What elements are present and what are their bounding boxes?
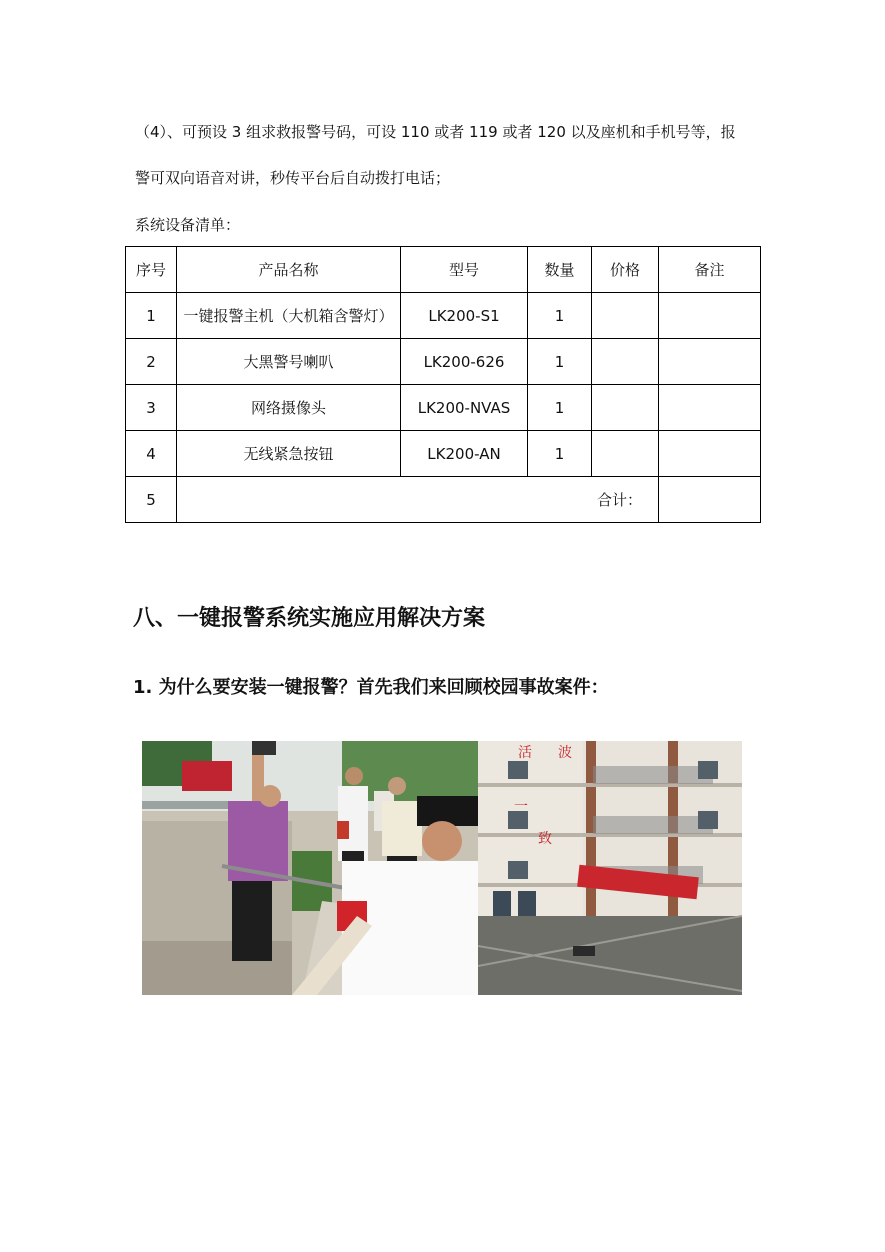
header-quantity: 数量: [528, 247, 592, 293]
cell-model: LK200-S1: [401, 293, 528, 339]
cell-price: [592, 293, 659, 339]
total-label: 合计：: [177, 477, 659, 523]
cell-price: [592, 339, 659, 385]
cell-no: 3: [126, 385, 177, 431]
header-model: 型号: [401, 247, 528, 293]
header-no: 序号: [126, 247, 177, 293]
cell-note: [659, 339, 761, 385]
paragraph-item4-line1: （4）、可预设 3 组求救报警号码，可设 110 或者 119 或者 120 以及座机和手机号等，报: [135, 123, 736, 141]
cell-model: LK200-NVAS: [401, 385, 528, 431]
cell-note: [659, 385, 761, 431]
header-product-name: 产品名称: [177, 247, 401, 293]
header-note: 备注: [659, 247, 761, 293]
cell-quantity: 1: [528, 431, 592, 477]
cell-no: 2: [126, 339, 177, 385]
total-row: [126, 477, 761, 523]
sign-char: 活: [518, 745, 532, 761]
cell-note: [659, 431, 761, 477]
cell-product-name: 网络摄像头: [177, 385, 401, 431]
table-row: [126, 339, 761, 385]
section-heading: 八、一键报警系统实施应用解决方案: [133, 606, 486, 631]
table-row: [126, 293, 761, 339]
cell-model: LK200-AN: [401, 431, 528, 477]
cell-note: [659, 293, 761, 339]
cell-product-name: 一键报警主机（大机箱含警灯）: [177, 293, 401, 339]
cell-model: LK200-626: [401, 339, 528, 385]
campus-attack-photo: [142, 741, 478, 995]
sign-char: 一: [514, 799, 528, 815]
cell-no: 5: [126, 477, 177, 523]
paragraph-item4-line2: 警可双向语音对讲，秒传平台后自动拨打电话；: [135, 169, 451, 187]
cell-no: 4: [126, 431, 177, 477]
cell-price: [592, 385, 659, 431]
table-row: [126, 431, 761, 477]
total-value: [659, 477, 761, 523]
cell-product-name: 无线紧急按钮: [177, 431, 401, 477]
subsection-heading: 1. 为什么要安装一键报警？首先我们来回顾校园事故案件：: [133, 677, 609, 698]
header-price: 价格: [592, 247, 659, 293]
cell-quantity: 1: [528, 293, 592, 339]
cell-quantity: 1: [528, 339, 592, 385]
equipment-list-intro: 系统设备清单：: [135, 216, 241, 234]
table-header-row: [126, 247, 761, 293]
sign-char: 致: [538, 831, 552, 847]
sign-char: 波: [558, 745, 572, 761]
cell-price: [592, 431, 659, 477]
cell-product-name: 大黑警号喇叭: [177, 339, 401, 385]
equipment-table: [125, 246, 761, 523]
school-building-photo: [478, 741, 742, 995]
cell-no: 1: [126, 293, 177, 339]
cell-quantity: 1: [528, 385, 592, 431]
table-row: [126, 385, 761, 431]
